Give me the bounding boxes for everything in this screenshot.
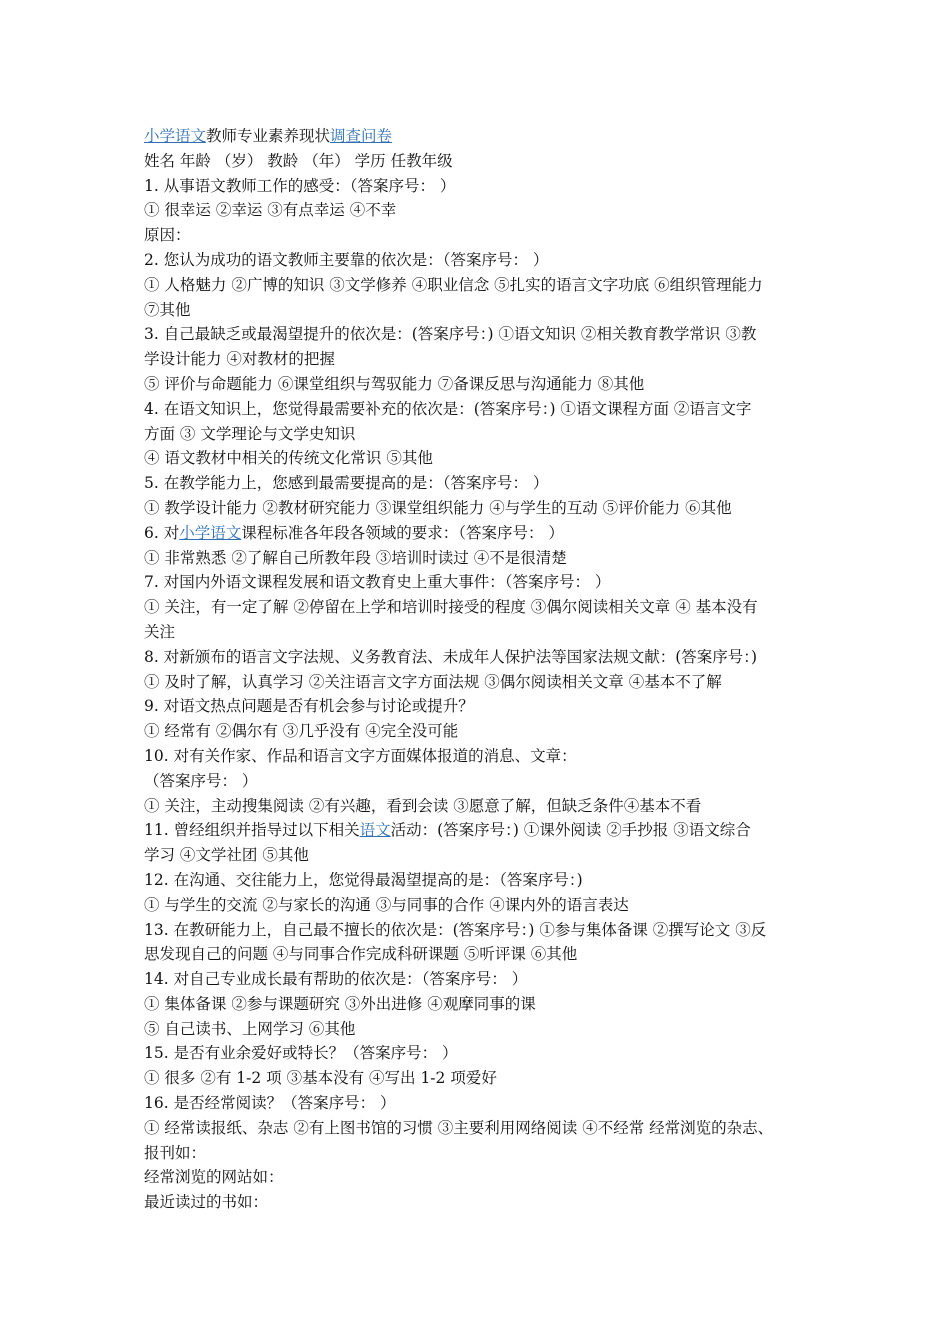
text-line: ① 人格魅力 ②广博的知识 ③文学修养 ④职业信念 ⑤扎实的语言文字功底 ⑥组织管理能力 xyxy=(144,275,763,294)
text-line: ① 集体备课 ②参与课题研究 ③外出进修 ④观摩同事的课 xyxy=(144,994,536,1013)
text-line: ① 很多 ②有 1-2 项 ③基本没有 ④写出 1-2 项爱好 xyxy=(144,1069,497,1088)
text-line: 3. 自己最缺乏或最渴望提升的依次是：(答案序号：) ①语文知识 ②相关教育教学常识 ③教 xyxy=(144,325,757,344)
q6-pre: 6. 对 xyxy=(144,523,180,542)
text-line: ① 教学设计能力 ②教材研究能力 ③课堂组织能力 ④与学生的互动 ⑤评价能力 ⑥其他 xyxy=(144,498,732,517)
document-title xyxy=(144,124,812,149)
text-line: 方面 ③ 文学理论与文学史知识 xyxy=(144,424,356,443)
info-line: 姓名 年龄 （岁） 教龄 （年） 学历 任教年级 xyxy=(144,151,453,170)
q11-post: 活动：(答案序号：) ①课外阅读 ②手抄报 ③语文综合 xyxy=(390,821,751,840)
text-line: 10. 对有关作家、作品和语言文字方面媒体报道的消息、文章： xyxy=(144,746,577,765)
text-line: ① 及时了解，认真学习 ②关注语言文字方面法规 ③偶尔阅读相关文章 ④基本不了解 xyxy=(144,672,722,691)
text-line: 学习 ④文学社团 ⑤其他 xyxy=(144,846,309,865)
text-line: ① 非常熟悉 ②了解自己所教年段 ③培训时读过 ④不是很清楚 xyxy=(144,548,567,567)
link-yuwen[interactable]: 语文 xyxy=(359,821,391,840)
text-line: ① 经常读报纸、杂志 ②有上图书馆的习惯 ③主要利用网络阅读 ④不经常 经常浏览的杂志、 xyxy=(144,1118,774,1137)
text-line: 关注 xyxy=(144,622,176,641)
link-diaocha-wenjuan[interactable]: 调查问卷 xyxy=(330,127,393,145)
text-line: 报刊如： xyxy=(144,1143,207,1162)
text-line: ① 关注，有一定了解 ②停留在上学和培训时接受的程度 ③偶尔阅读相关文章 ④ 基本没有 xyxy=(144,598,758,617)
text-line: ⑤ 自己读书、上网学习 ⑥其他 xyxy=(144,1019,356,1038)
text-line: ① 经常有 ②偶尔有 ③几乎没有 ④完全没可能 xyxy=(144,722,459,741)
text-line: 14. 对自己专业成长最有帮助的依次是：（答案序号： ） xyxy=(144,970,528,989)
link-xiaoxue-yuwen[interactable]: 小学语文 xyxy=(144,127,207,145)
text-line: ⑤ 评价与命题能力 ⑥课堂组织与驾驭能力 ⑦备课反思与沟通能力 ⑧其他 xyxy=(144,374,645,393)
q6-post: 课程标准各年段各领域的要求：（答案序号： ） xyxy=(241,523,564,542)
text-line: 13. 在教研能力上，自己最不擅长的依次是：(答案序号：) ①参与集体备课 ②撰写论文 ③反 xyxy=(144,920,767,939)
text-line: 7. 对国内外语文课程发展和语文教育史上重大事件：（答案序号： ） xyxy=(144,573,611,592)
title-text: 教师专业素养现状 xyxy=(206,127,331,145)
text-line: 15. 是否有业余爱好或特长？（答案序号： ） xyxy=(144,1044,458,1063)
text-line: 1. 从事语文教师工作的感受：（答案序号： ） xyxy=(144,176,456,195)
text-line: 5. 在教学能力上，您感到最需要提高的是：（答案序号： ） xyxy=(144,474,549,493)
text-line: 最近读过的书如： xyxy=(144,1193,269,1212)
text-line: 学设计能力 ④对教材的把握 xyxy=(144,350,335,369)
text-line: 8. 对新颁布的语言文字法规、义务教育法、未成年人保护法等国家法规文献：(答案序号：) xyxy=(144,647,758,666)
text-line: 9. 对语文热点问题是否有机会参与讨论或提升？ xyxy=(144,697,474,716)
text-line: ① 很幸运 ②幸运 ③有点幸运 ④不幸 xyxy=(144,201,397,220)
text-line: 4. 在语文知识上，您觉得最需要补充的依次是：(答案序号：) ①语文课程方面 ②语言文字 xyxy=(144,399,752,418)
text-line: （答案序号： ） xyxy=(144,771,258,790)
text-line: 16. 是否经常阅读？（答案序号： ） xyxy=(144,1094,396,1113)
text-line: ① 关注，主动搜集阅读 ②有兴趣，看到会读 ③愿意了解，但缺乏条件④基本不看 xyxy=(144,796,702,815)
text-line: 12. 在沟通、交往能力上，您觉得最渴望提高的是：（答案序号：) xyxy=(144,870,583,889)
text-line: ⑦其他 xyxy=(144,300,191,319)
link-xiaoxue-yuwen-2[interactable]: 小学语文 xyxy=(179,523,242,542)
text-line: 经常浏览的网站如： xyxy=(144,1168,284,1187)
text-line: 原因： xyxy=(144,226,191,245)
question-6 xyxy=(144,521,812,546)
question-11 xyxy=(144,818,812,843)
document-body xyxy=(144,124,812,1215)
text-line: 思发现自己的问题 ④与同事合作完成科研课题 ⑤听评课 ⑥其他 xyxy=(144,945,578,964)
text-line: ① 与学生的交流 ②与家长的沟通 ③与同事的合作 ④课内外的语言表达 xyxy=(144,895,629,914)
q11-pre: 11. 曾经组织并指导过以下相关 xyxy=(144,821,360,840)
text-line: 2. 您认为成功的语文教师主要靠的依次是：（答案序号： ） xyxy=(144,250,549,269)
text-line: ④ 语文教材中相关的传统文化常识 ⑤其他 xyxy=(144,449,433,468)
